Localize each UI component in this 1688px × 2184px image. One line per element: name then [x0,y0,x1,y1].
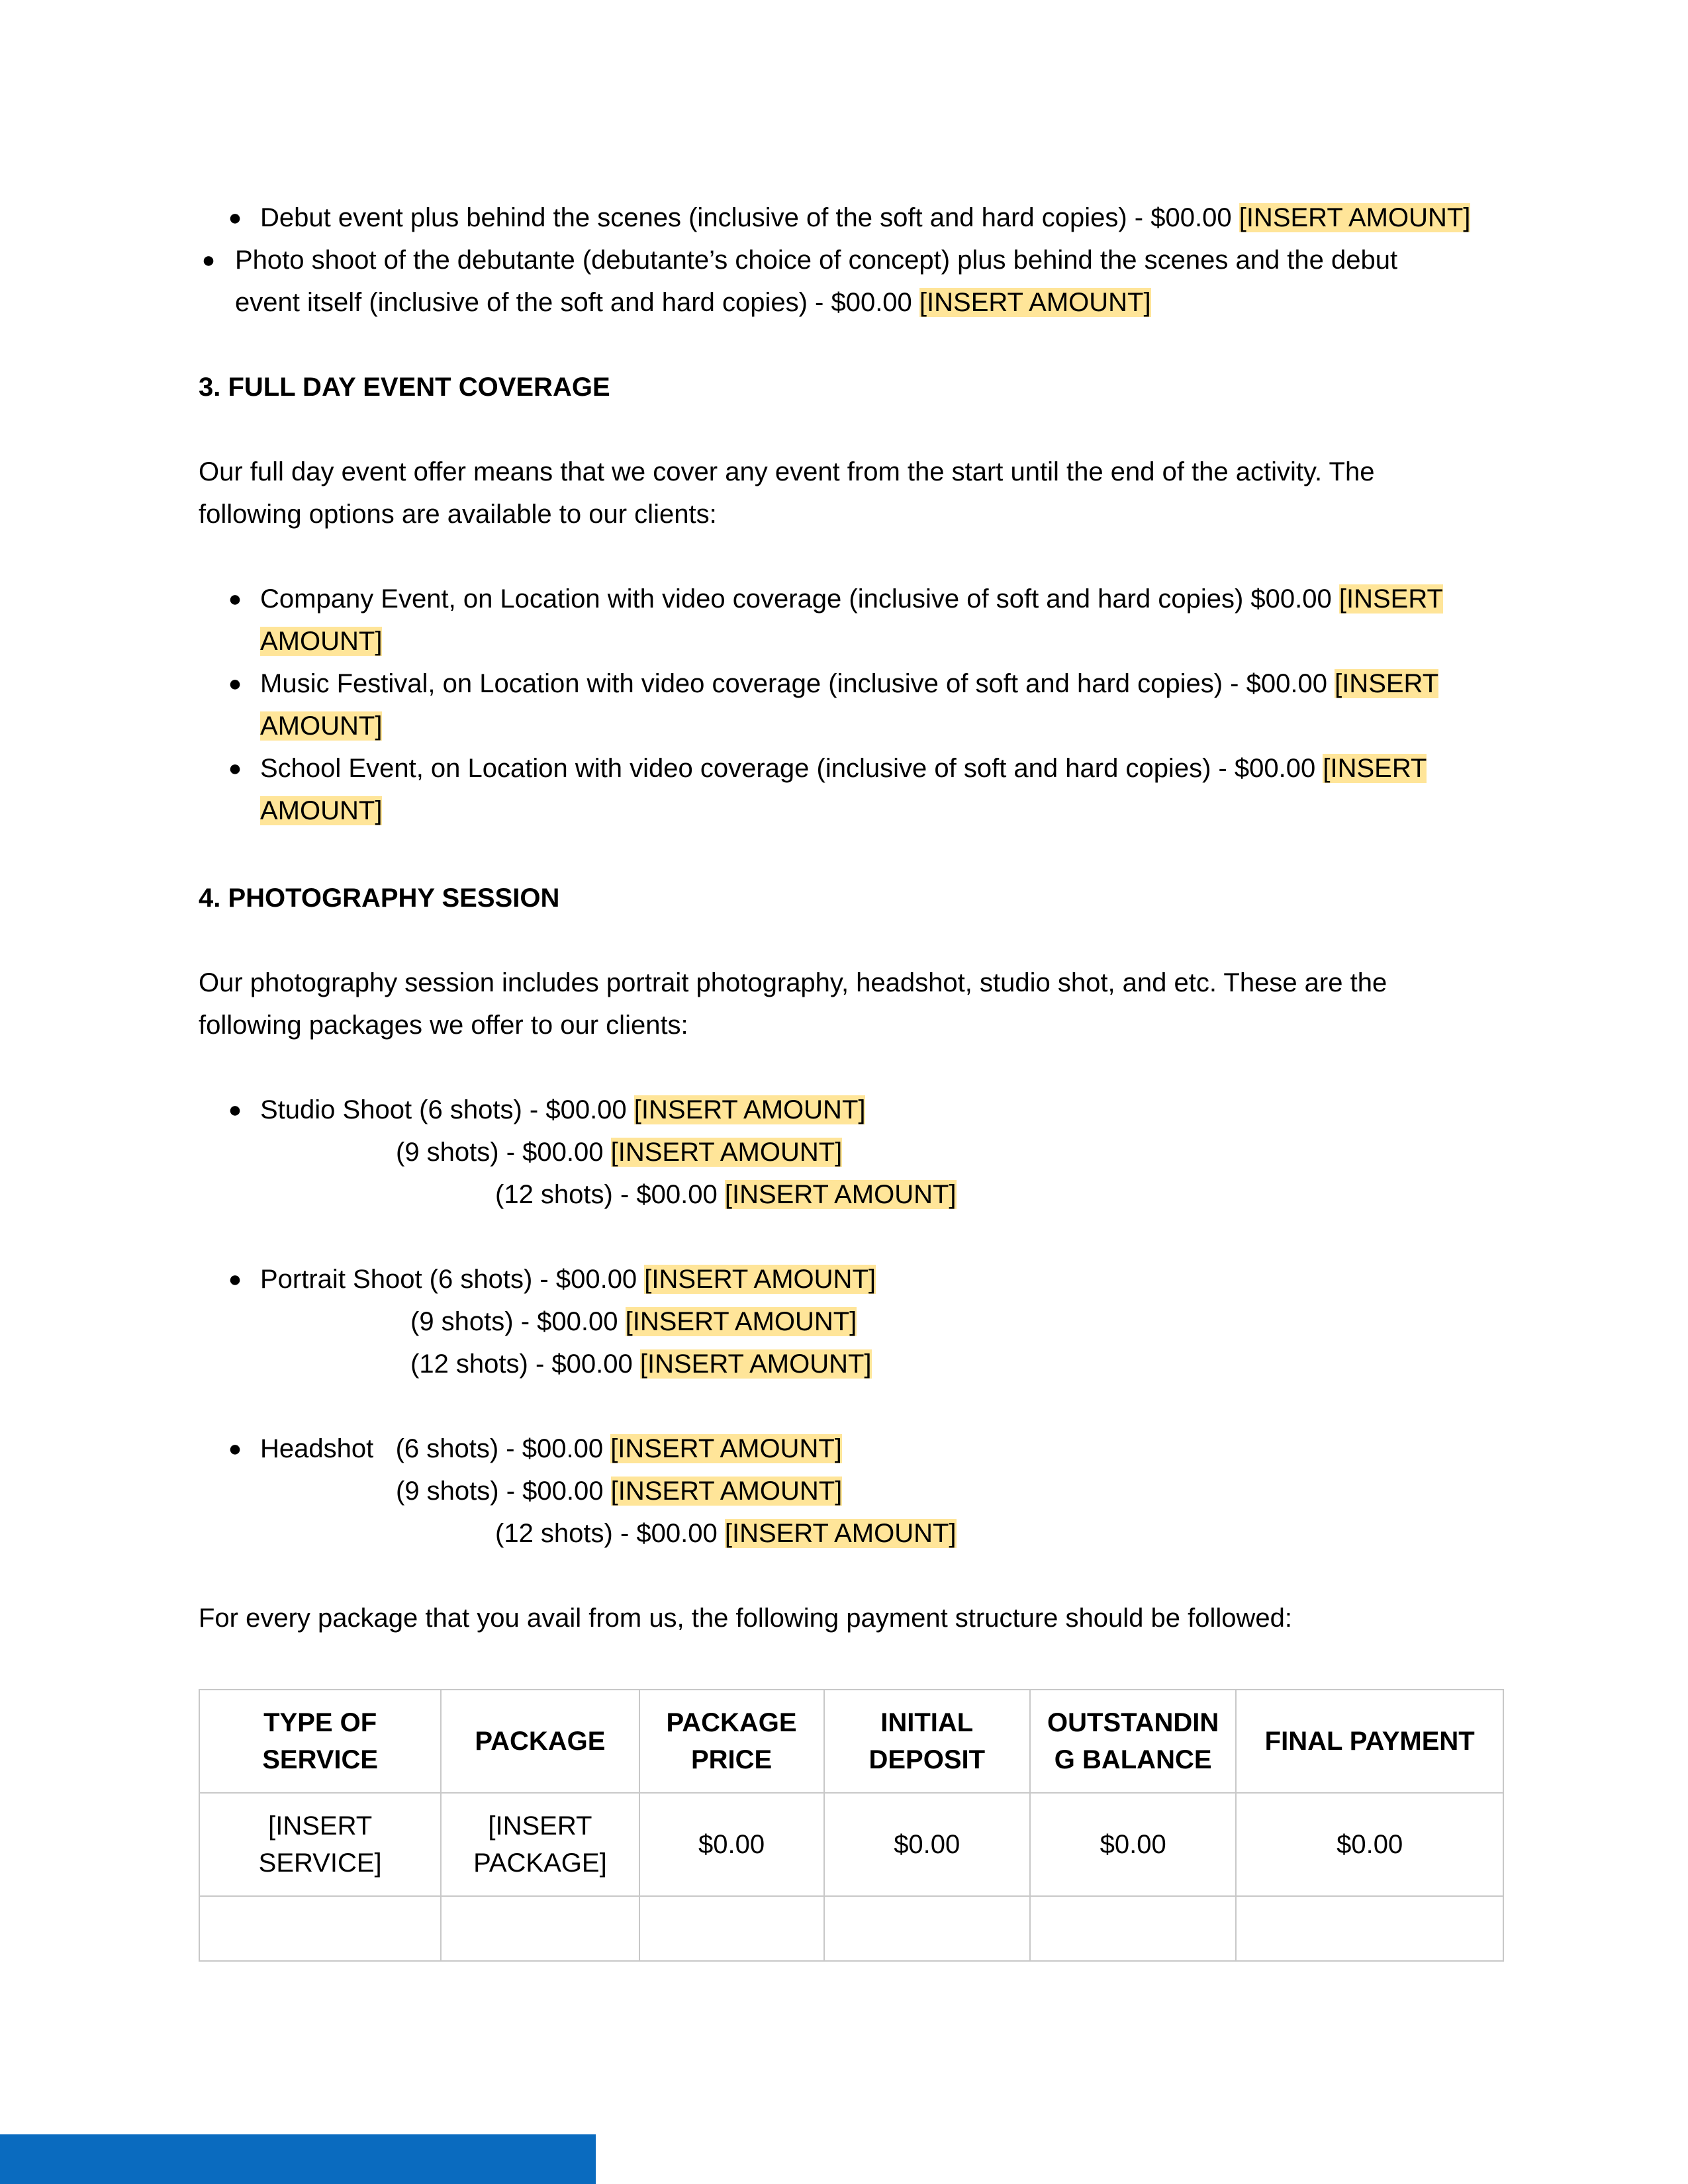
bullet-marker: ● [228,756,242,781]
music-festival-text: Music Festival, on Location with video coverage (inclusive of soft and hard copies) - $00.00 [260,669,1335,698]
section4-intro-line2: following packages we offer to our clients: [199,1011,688,1040]
cell-initial-deposit: $0.00 [824,1793,1030,1896]
headshot-6 [260,1428,842,1470]
headshot-12 [495,1512,957,1555]
headshot-9-text: (9 shots) - $00.00 [396,1477,611,1506]
portrait-shoot-6 [260,1258,876,1300]
table-header-row [199,1690,1503,1793]
cell-final-payment: $0.00 [1236,1793,1503,1896]
studio-shoot-9 [396,1131,842,1173]
portrait-shoot-12 [410,1343,872,1385]
amount-tag: AMOUNT] [260,627,383,656]
photoshoot-bullet-text: event itself (inclusive of the soft and hard copies) - $00.00 [235,288,919,317]
header-package: PACKAGE [441,1690,639,1793]
insert-amount-tag: [INSERT AMOUNT] [919,288,1151,317]
amount-tag: AMOUNT] [260,711,383,741]
portrait-9-text: (9 shots) - $00.00 [410,1307,626,1336]
empty-cell [824,1896,1030,1961]
cell-package-price: $0.00 [639,1793,824,1896]
music-festival-bullet [260,662,1504,705]
company-event-bullet [260,578,1504,620]
school-event-bullet [260,747,1504,790]
studio-shoot-12 [495,1173,957,1216]
amount-tag: AMOUNT] [260,796,383,825]
debut-bullet-text: Debut event plus behind the scenes (inclusive of the soft and hard copies) - $00.00 [260,203,1239,232]
section3-heading: 3. FULL DAY EVENT COVERAGE [199,373,610,402]
empty-cell [441,1896,639,1961]
music-festival-bullet-line2 [260,705,382,747]
header-final-payment: FINAL PAYMENT [1236,1690,1503,1793]
insert-amount-tag: [INSERT AMOUNT] [610,1477,843,1506]
studio-6-text: Studio Shoot (6 shots) - $00.00 [260,1095,634,1124]
insert-tag: [INSERT [1323,754,1427,783]
table-row [199,1793,1503,1896]
portrait-shoot-9 [410,1300,857,1343]
section4-heading: 4. PHOTOGRAPHY SESSION [199,884,560,913]
photoshoot-bullet-line2 [235,281,1151,324]
headshot-12-text: (12 shots) - $00.00 [495,1519,725,1548]
insert-amount-tag: [INSERT AMOUNT] [1239,203,1471,232]
debut-bullet [260,197,1470,239]
section3-intro-line1: Our full day event offer means that we cover any event from the start until the end of the activity. The [199,457,1375,486]
insert-amount-tag: [INSERT AMOUNT] [639,1349,872,1379]
cell-service: [INSERT SERVICE] [199,1793,441,1896]
studio-9-text: (9 shots) - $00.00 [396,1138,611,1167]
section3-intro-line2: following options are available to our clients: [199,500,717,529]
insert-amount-tag: [INSERT AMOUNT] [724,1180,957,1209]
cell-outstanding-balance: $0.00 [1030,1793,1236,1896]
bullet-marker: ● [228,586,242,612]
section4-intro-line1: Our photography session includes portrait photography, headshot, studio shot, and etc. These are the [199,968,1387,997]
empty-cell [1030,1896,1236,1961]
insert-tag: [INSERT [1335,669,1439,698]
photoshoot-bullet-line1: Photo shoot of the debutante (debutante’s choice of concept) plus behind the scenes and the debut [235,246,1398,275]
header-initial-deposit: INITIAL DEPOSIT [824,1690,1030,1793]
bullet-marker: ● [201,248,216,273]
footer-accent-bar [0,2134,596,2184]
header-type-of-service: TYPE OF SERVICE [199,1690,441,1793]
insert-amount-tag: [INSERT AMOUNT] [610,1138,843,1167]
company-event-bullet-line2 [260,620,382,662]
company-event-text: Company Event, on Location with video coverage (inclusive of soft and hard copies) $00.00 [260,584,1339,614]
school-event-bullet-line2 [260,790,382,832]
empty-cell [639,1896,824,1961]
studio-shoot-6 [260,1089,865,1131]
portrait-12-text: (12 shots) - $00.00 [410,1349,640,1379]
payment-intro: For every package that you avail from us, the following payment structure should be followed: [199,1604,1292,1633]
bullet-marker: ● [228,205,242,230]
insert-amount-tag: [INSERT AMOUNT] [724,1519,957,1548]
header-package-price: PACKAGE PRICE [639,1690,824,1793]
table-row-empty [199,1896,1503,1961]
empty-cell [199,1896,441,1961]
insert-amount-tag: [INSERT AMOUNT] [625,1307,857,1336]
header-outstanding-balance: OUTSTANDIN G BALANCE [1030,1690,1236,1793]
insert-amount-tag: [INSERT AMOUNT] [644,1265,876,1294]
headshot-6-text: Headshot (6 shots) - $00.00 [260,1434,611,1463]
bullet-marker: ● [228,1436,242,1461]
insert-tag: [INSERT [1338,584,1443,614]
bullet-marker: ● [228,1267,242,1292]
payment-structure-table [199,1689,1504,1962]
bullet-marker: ● [228,671,242,696]
insert-amount-tag: [INSERT AMOUNT] [633,1095,866,1124]
insert-amount-tag: [INSERT AMOUNT] [610,1434,842,1463]
headshot-9 [396,1470,842,1512]
school-event-text: School Event, on Location with video coverage (inclusive of soft and hard copies) - $00.00 [260,754,1323,783]
empty-cell [1236,1896,1503,1961]
cell-package: [INSERT PACKAGE] [441,1793,639,1896]
portrait-6-text: Portrait Shoot (6 shots) - $00.00 [260,1265,645,1294]
studio-12-text: (12 shots) - $00.00 [495,1180,725,1209]
bullet-marker: ● [228,1097,242,1122]
